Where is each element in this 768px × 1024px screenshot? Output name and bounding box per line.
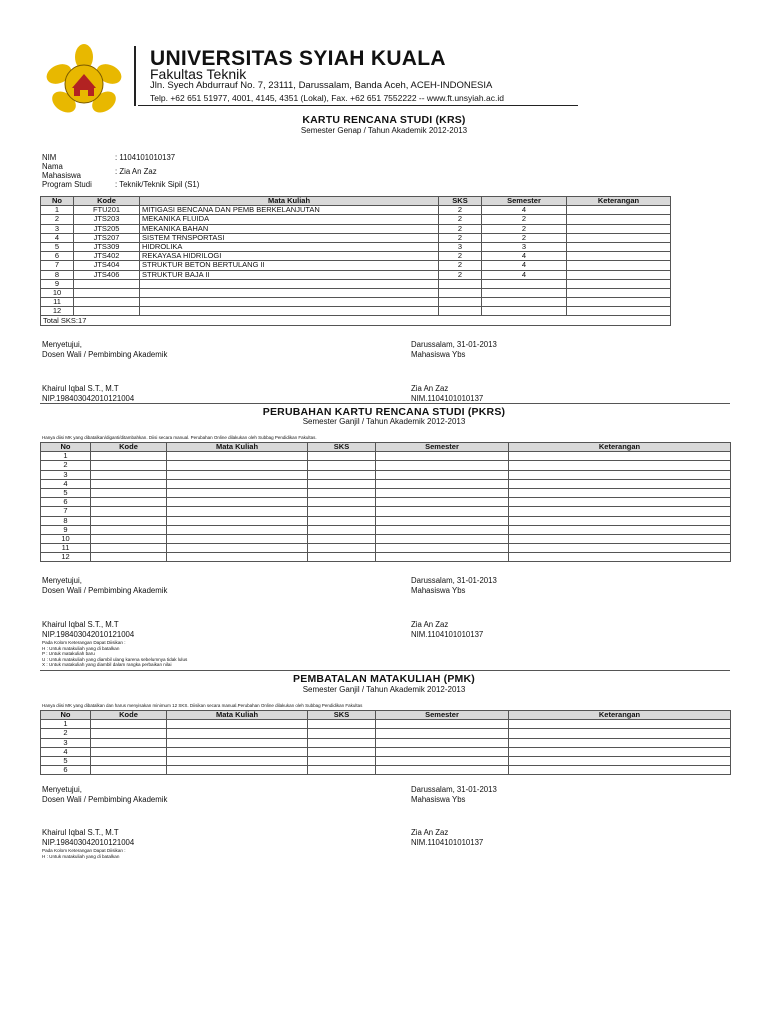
- student-nim: NIM.1104101010137: [411, 837, 484, 847]
- cell-ket: [567, 242, 671, 251]
- cell-kode: JTS406: [74, 270, 140, 279]
- cell-empty: [376, 756, 509, 765]
- cell-empty: [509, 766, 731, 775]
- nama-label-line2: Mahasiswa: [42, 171, 81, 180]
- pkrs-title: PERUBAHAN KARTU RENCANA STUDI (PKRS): [262, 406, 506, 418]
- cell-kode: JTS205: [74, 224, 140, 233]
- approval-label: Menyetujui,: [42, 576, 82, 585]
- cell-empty: [308, 525, 376, 534]
- legend-line: U : Untuk matakuliah yang diambil ulang karena sebelumnya tidak lulus: [42, 656, 188, 662]
- cell-sem: 4: [482, 252, 567, 261]
- cell-empty: [167, 747, 308, 756]
- cell-kode: JTS203: [74, 215, 140, 224]
- prodi-label: Program Studi: [42, 180, 92, 189]
- student-role: Mahasiswa Ybs: [411, 585, 466, 595]
- cell-empty: [91, 720, 167, 729]
- cell-empty: [509, 461, 731, 470]
- cell-no: 5: [41, 756, 91, 765]
- cell-sem: 4: [482, 270, 567, 279]
- cell-mk: MEKANIKA FLUIDA: [140, 215, 439, 224]
- cell-empty: [167, 525, 308, 534]
- cell-empty: [167, 507, 308, 516]
- cell-empty: [308, 507, 376, 516]
- legend-line: P : Untuk matakuliah baru: [42, 651, 95, 657]
- table-row: [41, 279, 671, 288]
- cell-mk: MEKANIKA BAHAN: [140, 224, 439, 233]
- cell-no: 1: [41, 452, 91, 461]
- cell-empty: [308, 461, 376, 470]
- cell-mk: REKAYASA HIDRILOGI: [140, 252, 439, 261]
- table-row: [41, 553, 731, 562]
- cell-empty: [376, 507, 509, 516]
- header-rule: [138, 105, 578, 106]
- cell-empty: [376, 544, 509, 553]
- cell-ket: [567, 215, 671, 224]
- table-row: [41, 756, 731, 765]
- cell-empty: [509, 525, 731, 534]
- cell-empty: [509, 534, 731, 543]
- cell-mk: [140, 279, 439, 288]
- cell-no: 8: [41, 270, 74, 279]
- university-name: UNIVERSITAS SYIAH KUALA: [150, 47, 446, 70]
- krs-table: [40, 196, 671, 326]
- cell-empty: [509, 488, 731, 497]
- cell-kode: JTS404: [74, 261, 140, 270]
- cell-empty: [167, 738, 308, 747]
- cell-no: 11: [41, 544, 91, 553]
- cell-sem: [482, 279, 567, 288]
- cell-sem: 2: [482, 233, 567, 242]
- cell-empty: [167, 534, 308, 543]
- advisor-role: Dosen Wali / Pembimbing Akademik: [42, 349, 168, 359]
- cell-empty: [509, 516, 731, 525]
- table-row: [41, 252, 671, 261]
- table-row: [41, 479, 731, 488]
- cell-sem: 4: [482, 261, 567, 270]
- cell-empty: [91, 729, 167, 738]
- nama-value: : Zia An Zaz: [115, 167, 157, 176]
- cell-kode: JTS207: [74, 233, 140, 242]
- table-row: [41, 738, 731, 747]
- cell-no: 3: [41, 738, 91, 747]
- cell-sks: 2: [439, 270, 482, 279]
- cell-no: 5: [41, 488, 91, 497]
- advisor-nip: NIP.198403042010121004: [42, 837, 135, 847]
- cell-empty: [509, 544, 731, 553]
- cell-empty: [308, 766, 376, 775]
- legend-line: H : Untuk matakuliah yang di batalkan: [42, 645, 120, 651]
- column-header: Kode: [91, 443, 167, 452]
- cell-empty: [509, 452, 731, 461]
- table-row: [41, 461, 731, 470]
- table-row: [41, 470, 731, 479]
- cell-empty: [167, 498, 308, 507]
- cell-no: 3: [41, 224, 74, 233]
- advisor-name: Khairul Iqbal S.T., M.T: [42, 384, 119, 393]
- table-row: [41, 498, 731, 507]
- cell-no: 4: [41, 233, 74, 242]
- cell-empty: [376, 747, 509, 756]
- table-row: [41, 270, 671, 279]
- column-header: SKS: [308, 711, 376, 720]
- date-place: Darussalam, 31-01-2013: [411, 785, 497, 794]
- date-place: Darussalam, 31-01-2013: [411, 576, 497, 585]
- cell-no: 12: [41, 553, 91, 562]
- legend-line: X : Untuk matakuliah yang diambil dalam rangka perbaikan nilai: [42, 662, 172, 668]
- nim-value: : 1104101010137: [115, 153, 176, 162]
- cell-empty: [167, 553, 308, 562]
- cell-empty: [376, 516, 509, 525]
- table-row: [41, 224, 671, 233]
- cell-empty: [376, 479, 509, 488]
- pmk-title: PEMBATALAN MATAKULIAH (PMK): [293, 673, 475, 685]
- cell-kode: [74, 307, 140, 316]
- cell-mk: [140, 307, 439, 316]
- cell-empty: [376, 534, 509, 543]
- cell-no: 9: [41, 525, 91, 534]
- cell-kode: [74, 279, 140, 288]
- cell-empty: [167, 766, 308, 775]
- cell-empty: [91, 766, 167, 775]
- cell-sks: 2: [439, 224, 482, 233]
- column-header: Semester: [376, 711, 509, 720]
- cell-no: 3: [41, 470, 91, 479]
- cell-empty: [91, 479, 167, 488]
- column-header: Keterangan: [567, 197, 671, 206]
- cell-sem: 2: [482, 224, 567, 233]
- cell-empty: [308, 452, 376, 461]
- advisor-nip: NIP.198403042010121004: [42, 629, 135, 639]
- cell-mk: SISTEM TRNSPORTASI: [140, 233, 439, 242]
- cell-empty: [509, 756, 731, 765]
- total-row: [41, 316, 671, 325]
- cell-empty: [376, 553, 509, 562]
- table-row: [41, 516, 731, 525]
- cell-empty: [509, 720, 731, 729]
- cell-kode: JTS309: [74, 242, 140, 251]
- cell-empty: [167, 720, 308, 729]
- cell-no: 7: [41, 507, 91, 516]
- table-row: [41, 307, 671, 316]
- cell-mk: STRUKTUR BETON BERTULANG II: [140, 261, 439, 270]
- address: Jln. Syech Abdurrauf No. 7, 23111, Darussalam, Banda Aceh, ACEH-INDONESIA: [150, 80, 493, 91]
- table-row: [41, 747, 731, 756]
- student-nim: NIM.1104101010137: [411, 393, 484, 403]
- table-row: [41, 242, 671, 251]
- cell-empty: [308, 470, 376, 479]
- cell-no: 1: [41, 206, 74, 215]
- cell-empty: [91, 452, 167, 461]
- cell-ket: [567, 233, 671, 242]
- cell-kode: [74, 298, 140, 307]
- cell-empty: [91, 498, 167, 507]
- cell-empty: [308, 488, 376, 497]
- cell-no: 8: [41, 516, 91, 525]
- cell-empty: [509, 553, 731, 562]
- column-header: SKS: [439, 197, 482, 206]
- cell-sem: 4: [482, 206, 567, 215]
- cell-mk: HIDROLIKA: [140, 242, 439, 251]
- cell-no: 2: [41, 729, 91, 738]
- cell-empty: [509, 470, 731, 479]
- table-row: [41, 452, 731, 461]
- pmk-legend: [42, 848, 126, 859]
- table-row: [41, 507, 731, 516]
- cell-empty: [376, 525, 509, 534]
- cell-empty: [91, 516, 167, 525]
- column-header: Mata Kuliah: [167, 443, 308, 452]
- cell-kode: FTU201: [74, 206, 140, 215]
- cell-sks: [439, 288, 482, 297]
- cell-ket: [567, 224, 671, 233]
- cell-empty: [167, 544, 308, 553]
- university-logo: [44, 44, 124, 120]
- prodi-value: : Teknik/Teknik Sipil (S1): [115, 180, 200, 189]
- table-row: [41, 215, 671, 224]
- cell-empty: [308, 747, 376, 756]
- cell-empty: [308, 516, 376, 525]
- table-row: [41, 525, 731, 534]
- cell-empty: [91, 756, 167, 765]
- cell-empty: [308, 479, 376, 488]
- cell-sks: 2: [439, 233, 482, 242]
- column-header: No: [41, 711, 91, 720]
- cell-empty: [308, 756, 376, 765]
- cell-sem: [482, 288, 567, 297]
- column-header: Mata Kuliah: [140, 197, 439, 206]
- cell-ket: [567, 206, 671, 215]
- cell-no: 7: [41, 261, 74, 270]
- nim-label: NIM: [42, 153, 57, 162]
- cell-sks: [439, 298, 482, 307]
- cell-empty: [509, 498, 731, 507]
- cell-empty: [376, 488, 509, 497]
- cell-empty: [91, 507, 167, 516]
- column-header: No: [41, 443, 91, 452]
- cell-no: 11: [41, 298, 74, 307]
- legend-line: Pada Kolom Keterangan Dapat Diisikan :: [42, 848, 126, 853]
- advisor-role: Dosen Wali / Pembimbing Akademik: [42, 585, 168, 595]
- student-name: Zia An Zaz: [411, 620, 449, 629]
- cell-no: 10: [41, 534, 91, 543]
- student-role: Mahasiswa Ybs: [411, 794, 466, 804]
- cell-empty: [509, 479, 731, 488]
- cell-sks: [439, 307, 482, 316]
- cell-no: 5: [41, 242, 74, 251]
- cell-no: 6: [41, 252, 74, 261]
- cell-mk: MITIGASI BENCANA DAN PEMB BERKELANJUTAN: [140, 206, 439, 215]
- cell-empty: [167, 452, 308, 461]
- column-header: Keterangan: [509, 711, 731, 720]
- cell-sks: 3: [439, 242, 482, 251]
- legend-line: Pada Kolom Keterangan Dapat Diisikan :: [42, 640, 126, 645]
- column-header: SKS: [308, 443, 376, 452]
- advisor-name: Khairul Iqbal S.T., M.T: [42, 620, 119, 629]
- cell-no: 9: [41, 279, 74, 288]
- pmk-table: [40, 710, 731, 775]
- cell-empty: [167, 756, 308, 765]
- cell-no: 2: [41, 461, 91, 470]
- cell-empty: [91, 488, 167, 497]
- table-row: [41, 534, 731, 543]
- faculty-name: Fakultas Teknik: [150, 66, 247, 82]
- cell-ket: [567, 288, 671, 297]
- pkrs-table: [40, 442, 731, 562]
- header-divider: [134, 46, 136, 106]
- pmk-note: Hanya diisi MK yang dibatalkan dan harus menyisakan minimum 12 SKS. Diisikan secara manual.Perubahan Online dilakukan oleh Subbag Pendidikan Fakultas: [42, 703, 363, 708]
- cell-empty: [91, 553, 167, 562]
- student-name: Zia An Zaz: [411, 828, 449, 837]
- cell-empty: [167, 470, 308, 479]
- cell-empty: [308, 498, 376, 507]
- legend-line: H : Untuk matakuliah yang di batalkan: [42, 853, 120, 859]
- nama-label-line1: Nama: [42, 162, 63, 171]
- cell-empty: [308, 738, 376, 747]
- advisor-name: Khairul Iqbal S.T., M.T: [42, 828, 119, 837]
- student-nim: NIM.1104101010137: [411, 629, 484, 639]
- cell-empty: [308, 553, 376, 562]
- table-row: [41, 766, 731, 775]
- total-sks: Total SKS:17: [41, 316, 671, 325]
- column-header: Semester: [376, 443, 509, 452]
- cell-empty: [376, 738, 509, 747]
- cell-no: 4: [41, 747, 91, 756]
- cell-sks: 2: [439, 252, 482, 261]
- cell-empty: [91, 738, 167, 747]
- column-header: Semester: [482, 197, 567, 206]
- student-role: Mahasiswa Ybs: [411, 349, 466, 359]
- cell-kode: JTS402: [74, 252, 140, 261]
- cell-ket: [567, 307, 671, 316]
- cell-empty: [509, 507, 731, 516]
- column-header: Kode: [91, 711, 167, 720]
- student-name: Zia An Zaz: [411, 384, 449, 393]
- cell-empty: [91, 525, 167, 534]
- cell-empty: [91, 461, 167, 470]
- cell-no: 12: [41, 307, 74, 316]
- cell-empty: [376, 720, 509, 729]
- column-header: Kode: [74, 197, 140, 206]
- cell-empty: [376, 729, 509, 738]
- cell-mk: [140, 288, 439, 297]
- pkrs-note: Hanya diisi MK yang dibatalkan/diganti/ditambahkan. Diisi secara manual. Perubahan Online dilakukan oleh Subbag Pendidikan Fakultas.: [42, 435, 317, 440]
- pmk-subtitle: Semester Ganjil / Tahun Akademik 2012-2013: [302, 685, 466, 694]
- cell-empty: [167, 488, 308, 497]
- cell-no: 6: [41, 498, 91, 507]
- krs-subtitle: Semester Genap / Tahun Akademik 2012-2013: [300, 126, 468, 135]
- cell-empty: [167, 516, 308, 525]
- table-row: [41, 544, 731, 553]
- cell-no: 4: [41, 479, 91, 488]
- table-row: [41, 288, 671, 297]
- cell-empty: [376, 498, 509, 507]
- cell-ket: [567, 252, 671, 261]
- cell-sem: 3: [482, 242, 567, 251]
- cell-sks: 2: [439, 261, 482, 270]
- cell-empty: [376, 470, 509, 479]
- section-divider: [40, 670, 730, 671]
- cell-empty: [167, 479, 308, 488]
- contact-line: Telp. +62 651 51977, 4001, 4145, 4351 (Lokal), Fax. +62 651 7552222 -- www.ft.unsyiah.ac.id: [150, 93, 504, 103]
- cell-empty: [376, 461, 509, 470]
- krs-title: KARTU RENCANA STUDI (KRS): [302, 114, 466, 126]
- cell-empty: [509, 729, 731, 738]
- pkrs-legend: [42, 640, 187, 668]
- cell-ket: [567, 279, 671, 288]
- cell-empty: [167, 729, 308, 738]
- cell-empty: [308, 534, 376, 543]
- cell-sem: [482, 298, 567, 307]
- cell-empty: [91, 544, 167, 553]
- cell-empty: [308, 729, 376, 738]
- cell-mk: [140, 298, 439, 307]
- section-divider: [40, 403, 730, 404]
- advisor-role: Dosen Wali / Pembimbing Akademik: [42, 794, 168, 804]
- table-row: [41, 298, 671, 307]
- cell-no: 10: [41, 288, 74, 297]
- cell-empty: [91, 470, 167, 479]
- cell-empty: [509, 747, 731, 756]
- table-row: [41, 233, 671, 242]
- cell-empty: [91, 747, 167, 756]
- cell-sks: [439, 279, 482, 288]
- cell-sks: 2: [439, 215, 482, 224]
- cell-empty: [376, 452, 509, 461]
- cell-no: 1: [41, 720, 91, 729]
- table-row: [41, 261, 671, 270]
- pkrs-subtitle: Semester Ganjil / Tahun Akademik 2012-2013: [302, 417, 466, 426]
- column-header: Mata Kuliah: [167, 711, 308, 720]
- table-row: [41, 720, 731, 729]
- cell-empty: [376, 766, 509, 775]
- cell-kode: [74, 288, 140, 297]
- approval-label: Menyetujui,: [42, 785, 82, 794]
- cell-empty: [509, 738, 731, 747]
- cell-empty: [308, 720, 376, 729]
- cell-ket: [567, 298, 671, 307]
- cell-no: 2: [41, 215, 74, 224]
- cell-ket: [567, 261, 671, 270]
- column-header: No: [41, 197, 74, 206]
- cell-sem: 2: [482, 215, 567, 224]
- approval-label: Menyetujui,: [42, 340, 82, 349]
- date-place: Darussalam, 31-01-2013: [411, 340, 497, 349]
- cell-no: 6: [41, 766, 91, 775]
- table-row: [41, 488, 731, 497]
- cell-mk: STRUKTUR BAJA II: [140, 270, 439, 279]
- cell-empty: [91, 534, 167, 543]
- cell-empty: [167, 461, 308, 470]
- cell-empty: [308, 544, 376, 553]
- column-header: Keterangan: [509, 443, 731, 452]
- table-row: [41, 206, 671, 215]
- advisor-nip: NIP.198403042010121004: [42, 393, 135, 403]
- cell-ket: [567, 270, 671, 279]
- cell-sem: [482, 307, 567, 316]
- cell-sks: 2: [439, 206, 482, 215]
- table-row: [41, 729, 731, 738]
